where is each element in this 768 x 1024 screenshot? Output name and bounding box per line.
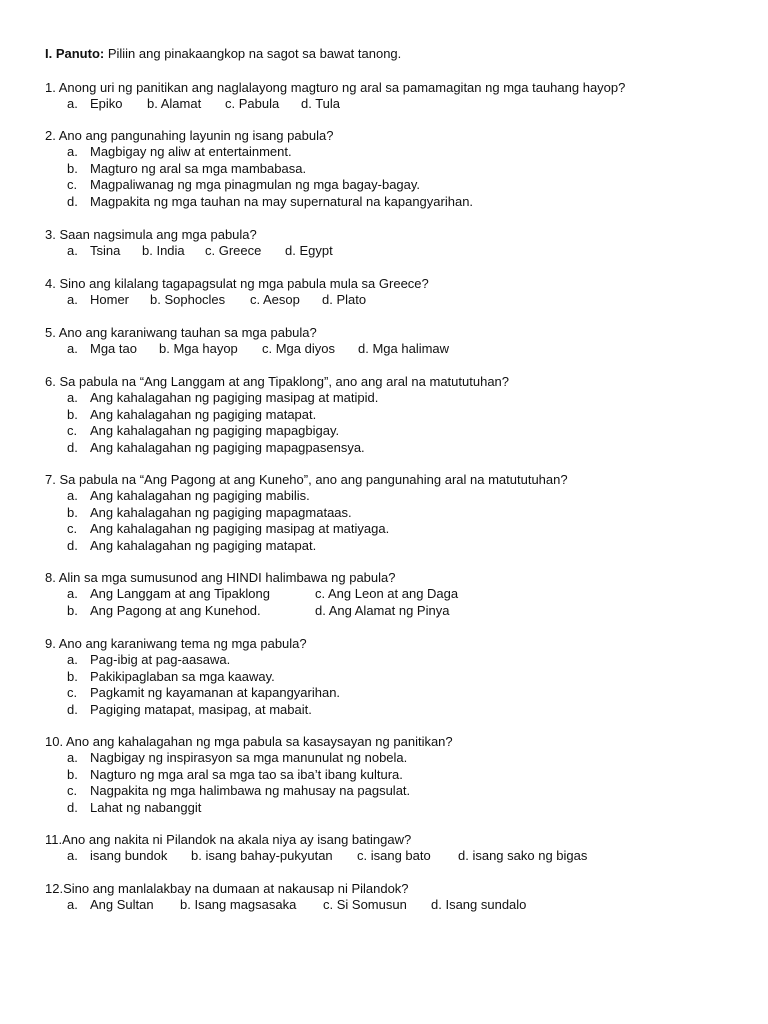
option-letter: a.: [67, 488, 78, 503]
option-b: b. Sophocles: [150, 292, 226, 307]
question-7: [45, 472, 568, 554]
option-text: Ang kahalagahan ng pagiging masipag at matiyaga.: [90, 521, 390, 536]
option-d: d. Tula: [301, 96, 341, 111]
option-row: [45, 193, 474, 211]
option-letter: a.: [67, 897, 78, 912]
question-text: 8. Alin sa mga sumusunod ang HINDI halimbawa ng pabula?: [45, 570, 396, 585]
option-d: d. isang sako ng bigas: [458, 848, 588, 863]
option-letter: b.: [67, 406, 78, 422]
option-text: Lahat ng nabanggit: [90, 799, 202, 815]
inline-options: [45, 848, 588, 865]
question-4: [45, 276, 429, 309]
option-a: Ang Langgam at ang Tipaklong: [90, 586, 270, 601]
option-d: d. Plato: [322, 292, 367, 307]
question-text: 7. Sa pabula na “Ang Pagong at ang Kuneho”, ano ang pangunahing aral na matututuhan?: [45, 472, 568, 487]
option-text: Ang kahalagahan ng pagiging mabilis.: [90, 488, 310, 503]
option-text: Magturo ng aral sa mga mambabasa.: [90, 160, 307, 176]
option-text: Ang kahalagahan ng pagiging masipag at matipid.: [90, 390, 379, 405]
option-row: [45, 144, 333, 161]
option-letter: a.: [67, 652, 78, 667]
question-text: 9. Ano ang karaniwang tema ng mga pabula?: [45, 636, 307, 651]
option-c: c. Si Somusun: [323, 897, 407, 912]
option-letter: d.: [67, 701, 78, 717]
option-text: Nagturo ng mga aral sa mga tao sa iba’t ibang kultura.: [90, 766, 403, 782]
option-c: c. Greece: [205, 243, 262, 258]
question-11: [45, 832, 588, 865]
option-row: [45, 488, 568, 505]
inline-options: [45, 341, 450, 358]
option-letter: c.: [67, 783, 78, 798]
question-text: 11.Ano ang nakita ni Pilandok na akala niya ay isang batingaw?: [45, 832, 412, 847]
option-letter: d.: [67, 537, 78, 553]
option-row: [45, 800, 453, 817]
question-text: 1. Anong uri ng panitikan ang naglalayong magturo ng aral sa pamamagitan ng mga tauhang hayop?: [45, 80, 626, 95]
option-row: [45, 586, 459, 603]
option-text: Ang kahalagahan ng pagiging mapagbigay.: [90, 423, 340, 438]
option-row: [45, 685, 341, 702]
option-letter: c.: [67, 177, 78, 192]
option-text: Pag-ibig at pag-aasawa.: [90, 652, 231, 667]
option-row: [45, 701, 312, 719]
inline-options: [45, 96, 625, 113]
instructions: [45, 46, 401, 62]
option-b: b. Isang magsasaka: [180, 897, 297, 912]
option-row: [45, 390, 509, 407]
option-text: Pagiging matapat, masipag, at mabait.: [90, 701, 312, 717]
option-letter: b.: [67, 160, 78, 176]
inline-options: [45, 243, 333, 260]
option-a: Homer: [90, 292, 130, 307]
option-text: Ang kahalagahan ng pagiging matapat.: [90, 537, 317, 553]
option-letter: c.: [67, 521, 78, 536]
question-12: [45, 881, 527, 914]
option-row: [45, 602, 450, 620]
option-d: d. Egypt: [285, 243, 333, 258]
option-d: d. Ang Alamat ng Pinya: [315, 602, 450, 618]
option-c: c. isang bato: [357, 848, 431, 863]
question-10: [45, 734, 453, 816]
question-5: [45, 325, 450, 358]
option-row: [45, 505, 568, 522]
option-letter: d.: [67, 799, 78, 815]
option-row: [45, 161, 333, 178]
option-row: [45, 407, 509, 424]
option-text: Ang kahalagahan ng pagiging mapagmataas.: [90, 504, 352, 520]
question-text: 2. Ano ang pangunahing layunin ng isang pabula?: [45, 128, 334, 143]
question-text: 4. Sino ang kilalang tagapagsulat ng mga pabula mula sa Greece?: [45, 276, 429, 291]
option-letter: d.: [67, 193, 78, 209]
question-text: 6. Sa pabula na “Ang Langgam at ang Tipaklong”, ano ang aral na matututuhan?: [45, 374, 510, 389]
question-3: [45, 227, 333, 260]
option-letter: a.: [67, 750, 78, 765]
question-6: [45, 374, 509, 456]
option-b: Ang Pagong at ang Kunehod.: [90, 602, 261, 618]
question-9: [45, 636, 341, 718]
instructions-label: I. Panuto:: [45, 46, 105, 61]
option-row: [45, 783, 453, 800]
option-letter: b.: [67, 602, 78, 618]
option-d: d. Mga halimaw: [358, 341, 450, 356]
option-a: isang bundok: [90, 848, 168, 863]
option-letter: a.: [67, 341, 78, 356]
option-letter: a.: [67, 848, 78, 863]
question-text: 10. Ano ang kahalagahan ng mga pabula sa kasaysayan ng panitikan?: [45, 734, 453, 749]
option-text: Pakikipaglaban sa mga kaaway.: [90, 668, 275, 684]
option-text: Pagkamit ng kayamanan at kapangyarihan.: [90, 685, 341, 700]
option-a: Mga tao: [90, 341, 137, 356]
question-2: [45, 128, 474, 210]
option-row: [45, 177, 421, 194]
inline-options: [45, 897, 527, 914]
option-row: [45, 750, 453, 767]
option-letter: c.: [67, 423, 78, 438]
option-row: [45, 440, 509, 457]
option-c: c. Mga diyos: [262, 341, 335, 356]
option-a: Tsina: [90, 243, 121, 258]
option-text: Ang kahalagahan ng pagiging matapat.: [90, 406, 317, 422]
option-text: Ang kahalagahan ng pagiging mapagpasensya.: [90, 439, 365, 455]
instructions-text: Piliin ang pinakaangkop na sagot sa bawat tanong.: [104, 46, 402, 61]
question-text: 12.Sino ang manlalakbay na dumaan at nakausap ni Pilandok?: [45, 881, 409, 896]
option-letter: a.: [67, 292, 78, 307]
option-row: [45, 767, 453, 784]
option-a: Ang Sultan: [90, 897, 154, 912]
option-row: [45, 652, 307, 669]
option-c: c. Pabula: [225, 96, 280, 111]
option-row: [45, 538, 568, 555]
option-letter: c.: [67, 685, 78, 700]
option-letter: a.: [67, 243, 78, 258]
option-text: Nagpakita ng mga halimbawa ng mahusay na pagsulat.: [90, 783, 411, 798]
option-letter: d.: [67, 439, 78, 455]
option-row: [45, 669, 307, 686]
option-a: Epiko: [90, 96, 123, 111]
option-letter: a.: [67, 390, 78, 405]
option-d: d. Isang sundalo: [431, 897, 527, 912]
question-8: [45, 570, 459, 619]
option-b: b. Mga hayop: [159, 341, 238, 356]
option-letter: b.: [67, 504, 78, 520]
option-text: Nagbigay ng inspirasyon sa mga manunulat ng nobela.: [90, 750, 408, 765]
option-c: c. Ang Leon at ang Daga: [315, 586, 459, 601]
option-text: Magbigay ng aliw at entertainment.: [90, 144, 292, 159]
question-text: 3. Saan nagsimula ang mga pabula?: [45, 227, 257, 242]
option-letter: b.: [67, 668, 78, 684]
option-letter: b.: [67, 766, 78, 782]
inline-options: [45, 292, 429, 309]
option-b: b. Alamat: [147, 96, 202, 111]
option-letter: a.: [67, 586, 78, 601]
option-row: [45, 423, 509, 440]
option-text: Magpaliwanag ng mga pinagmulan ng mga bagay-bagay.: [90, 177, 421, 192]
option-row: [45, 521, 568, 538]
option-letter: a.: [67, 144, 78, 159]
question-1: [45, 80, 625, 113]
option-letter: a.: [67, 96, 78, 111]
option-text: Magpakita ng mga tauhan na may supernatural na kapangyarihan.: [90, 193, 474, 209]
question-text: 5. Ano ang karaniwang tauhan sa mga pabula?: [45, 325, 317, 340]
option-b: b. isang bahay-pukyutan: [191, 848, 333, 863]
option-c: c. Aesop: [250, 292, 300, 307]
option-b: b. India: [142, 243, 185, 258]
